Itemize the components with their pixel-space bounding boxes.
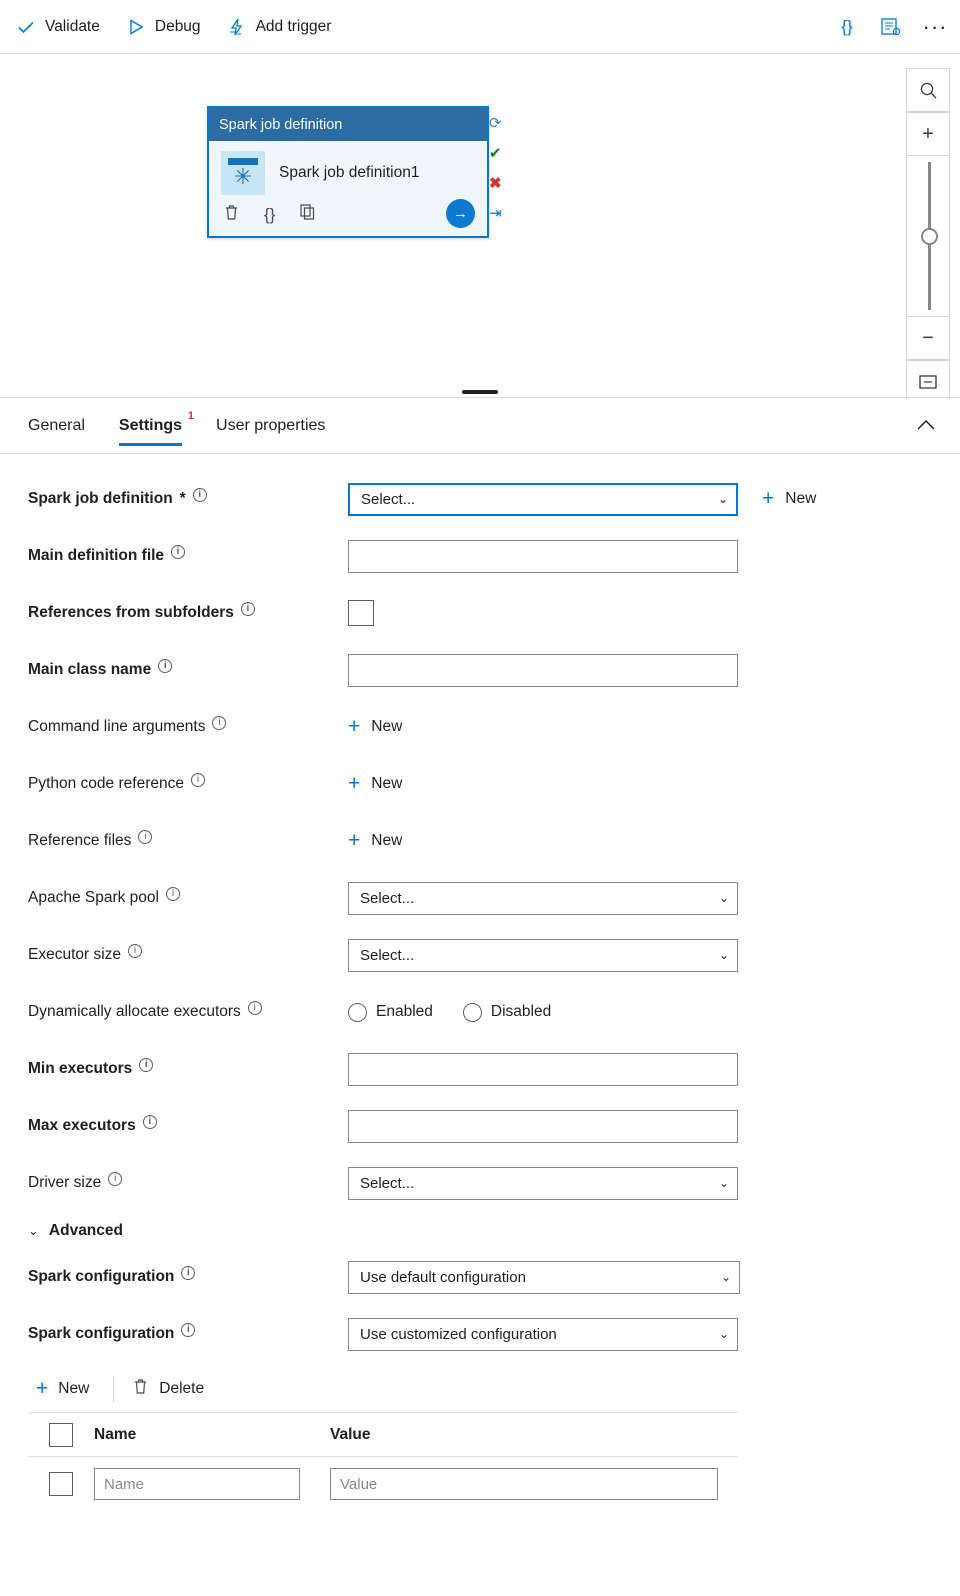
row-min-executors [28,1046,932,1092]
activity-name: Spark job definition1 [279,163,420,181]
info-icon[interactable]: i [143,1115,157,1129]
label-min-executors [28,1060,348,1078]
activity-card-actions [209,199,487,236]
info-icon[interactable]: i [128,944,142,958]
toolbar-divider [113,1376,114,1402]
chevron-down-icon: ⌄ [718,1176,729,1190]
validate-button[interactable] [16,17,100,37]
references-from-subfolders-checkbox[interactable] [348,600,374,626]
chevron-down-icon: ⌄ [717,492,728,506]
pipeline-toolbar [0,0,960,54]
debug-button[interactable] [126,17,201,37]
row-apache-spark-pool [28,875,932,921]
zoom-out-button[interactable]: − [906,316,950,360]
toolbar-right-icons [836,0,946,54]
label-command-line-arguments [28,718,348,736]
label-spark-configuration-custom [28,1325,348,1343]
label-text: Spark configuration [28,1268,175,1285]
label-main-class-name [28,661,348,679]
config-table-toolbar [28,1371,932,1406]
config-name-input[interactable]: Name [94,1468,300,1500]
add-trigger-label: Add trigger [255,17,332,35]
tab-general-label: General [28,416,85,434]
label-reference-files [28,832,348,850]
code-icon[interactable]: {} [841,17,853,36]
info-icon[interactable]: i [166,887,180,901]
row-python-code-reference [28,761,932,807]
radio-disabled-label: Disabled [490,1003,552,1020]
label-text: References from subfolders [28,604,234,621]
row-dynamically-allocate-executors [28,989,932,1035]
radio-enabled[interactable] [348,1003,433,1022]
new-label: New [785,490,817,507]
label-references-from-subfolders [28,604,348,622]
radio-enabled-label: Enabled [376,1003,433,1020]
trash-icon [132,1377,149,1400]
label-spark-configuration-default [28,1268,348,1286]
config-new-button[interactable] [28,1374,103,1404]
row-references-from-subfolders [28,590,932,636]
info-icon[interactable]: i [138,830,152,844]
info-icon[interactable]: i [181,1323,195,1337]
column-header-value: Value [330,1425,371,1443]
tab-user-properties[interactable] [216,398,325,454]
label-apache-spark-pool [28,889,348,907]
radio-dot [463,1003,482,1022]
plus-icon: + [762,487,775,510]
label-text: Driver size [28,1174,102,1191]
row-reference-files [28,818,932,864]
row-spark-job-definition [28,476,932,522]
plus-icon: + [348,772,361,795]
config-delete-label: Delete [159,1379,205,1397]
new-python-code-reference-button[interactable] [348,772,403,795]
config-new-label: New [58,1379,90,1397]
dynamically-allocate-executors-radiogroup [348,1003,551,1022]
activity-card-header: Spark job definition [209,108,487,141]
completion-icon[interactable]: ⇥ [489,205,502,222]
chevron-down-icon: ⌄ [718,1327,729,1341]
spark-icon: ✳ [221,151,265,195]
plus-icon: + [36,1376,49,1400]
checkbox-box [49,1423,73,1447]
main-definition-file-input[interactable] [348,540,738,573]
spark-configuration-default-select[interactable] [348,1261,740,1294]
label-text: Spark configuration [28,1325,175,1342]
info-icon[interactable]: i [171,545,185,559]
row-spark-configuration-custom [28,1311,932,1357]
table-row [28,1457,738,1511]
zoom-slider[interactable] [906,156,950,316]
properties-tabs [0,398,960,454]
executor-size-select[interactable] [348,939,738,972]
failure-icon[interactable]: ✖ [489,175,502,192]
label-main-definition-file [28,547,348,565]
cell-value [330,1468,718,1500]
properties-icon[interactable] [880,16,902,38]
activity-card-spark-job-definition[interactable] [207,106,489,238]
label-text: Python code reference [28,775,184,792]
pipeline-canvas[interactable] [0,54,960,398]
info-icon[interactable]: i [241,602,255,616]
tab-user-properties-label: User properties [216,416,326,434]
table-header-row [28,1413,738,1457]
new-command-line-argument-button[interactable] [348,715,403,738]
label-driver-size [28,1174,348,1192]
new-label: New [371,718,403,735]
chevron-down-icon: ⌄ [28,1223,39,1238]
row-select-checkbox[interactable] [28,1472,94,1496]
debug-label: Debug [154,17,201,35]
max-executors-input[interactable] [348,1110,738,1143]
collapse-panel-icon[interactable] [916,416,936,436]
label-text: Main class name [28,661,152,678]
info-icon[interactable]: i [181,1266,195,1280]
label-text: Executor size [28,946,122,963]
radio-dot [348,1003,367,1022]
checkmark-icon [16,17,36,37]
min-executors-input[interactable] [348,1053,738,1086]
code-icon[interactable]: {} [264,204,276,224]
trash-icon[interactable] [223,203,240,226]
settings-form [0,454,960,1511]
activity-dependency-icons [489,116,502,222]
tab-settings-badge: 1 [187,409,195,422]
row-max-executors [28,1103,932,1149]
label-text: Max executors [28,1117,136,1134]
label-python-code-reference [28,775,348,793]
label-text: Command line arguments [28,718,206,735]
chevron-down-icon: ⌄ [720,1270,731,1284]
success-icon[interactable]: ✔ [489,145,502,162]
label-text: Spark job definition [28,490,173,507]
tab-settings[interactable] [118,398,195,454]
retry-icon[interactable]: ⟳ [489,115,502,132]
info-icon[interactable]: i [193,488,207,502]
new-label: New [371,775,403,792]
column-header-name: Name [94,1425,137,1443]
zoom-in-button[interactable]: + [906,112,950,156]
activity-card-body [209,141,487,199]
tab-general[interactable] [28,398,85,454]
add-trigger-button[interactable] [227,17,332,37]
spark-configuration-custom-value: Use customized configuration [360,1325,557,1343]
label-text: Dynamically allocate executors [28,1003,241,1020]
plus-icon: + [348,715,361,738]
new-spark-job-definition-button[interactable] [762,487,817,510]
info-icon[interactable]: i [191,773,205,787]
radio-disabled[interactable] [463,1003,551,1022]
row-driver-size [28,1160,932,1206]
advanced-label: Advanced [48,1222,123,1239]
spark-configuration-custom-select[interactable] [348,1318,738,1351]
checkbox-box [49,1472,73,1496]
search-icon[interactable] [906,68,950,112]
label-executor-size [28,946,348,964]
chevron-down-icon: ⌄ [718,891,729,905]
config-value-input[interactable]: Value [330,1468,718,1500]
new-reference-file-button[interactable] [348,829,403,852]
row-spark-configuration-default [28,1254,932,1300]
tab-settings-label: Settings [118,416,183,434]
panel-resize-grip[interactable] [462,390,498,394]
label-spark-job-definition [28,490,348,508]
cell-name [94,1468,330,1500]
fit-to-screen-icon[interactable] [906,360,950,398]
label-text: Min executors [28,1060,133,1077]
apache-spark-pool-value: Select... [360,889,415,907]
info-icon[interactable]: i [139,1058,153,1072]
label-text: Apache Spark pool [28,889,159,906]
info-icon[interactable]: i [108,1172,122,1186]
row-main-definition-file [28,533,932,579]
validate-label: Validate [45,17,100,35]
label-max-executors [28,1117,348,1135]
info-icon[interactable]: i [212,716,226,730]
main-class-name-input[interactable] [348,654,738,687]
required-marker: * [179,490,186,507]
next-activity-button[interactable]: → [446,199,475,228]
advanced-section-toggle[interactable] [28,1222,932,1240]
row-command-line-arguments [28,704,932,750]
spark-job-definition-value: Select... [361,490,416,508]
row-main-class-name [28,647,932,693]
label-text: Main definition file [28,547,165,564]
spark-job-definition-select[interactable] [348,483,738,516]
plus-icon: + [348,829,361,852]
label-dynamically-allocate-executors [28,1003,348,1021]
apache-spark-pool-select[interactable] [348,882,738,915]
more-options-icon[interactable]: ··· [922,14,948,39]
new-label: New [371,832,403,849]
zoom-slider-thumb[interactable] [921,228,938,245]
info-icon[interactable]: i [248,1001,262,1015]
label-text: Reference files [28,832,132,849]
executor-size-value: Select... [360,946,415,964]
chevron-down-icon: ⌄ [718,948,729,962]
info-icon[interactable]: i [158,659,172,673]
config-delete-button[interactable] [124,1371,218,1406]
canvas-zoom-controls [906,68,950,398]
lightning-icon [227,17,247,37]
play-icon [126,17,146,37]
driver-size-value: Select... [360,1174,415,1192]
row-executor-size [28,932,932,978]
spark-configuration-table [28,1412,738,1511]
select-all-checkbox[interactable] [28,1423,94,1447]
copy-icon[interactable] [299,203,316,226]
spark-configuration-default-value: Use default configuration [360,1268,526,1286]
driver-size-select[interactable] [348,1167,738,1200]
